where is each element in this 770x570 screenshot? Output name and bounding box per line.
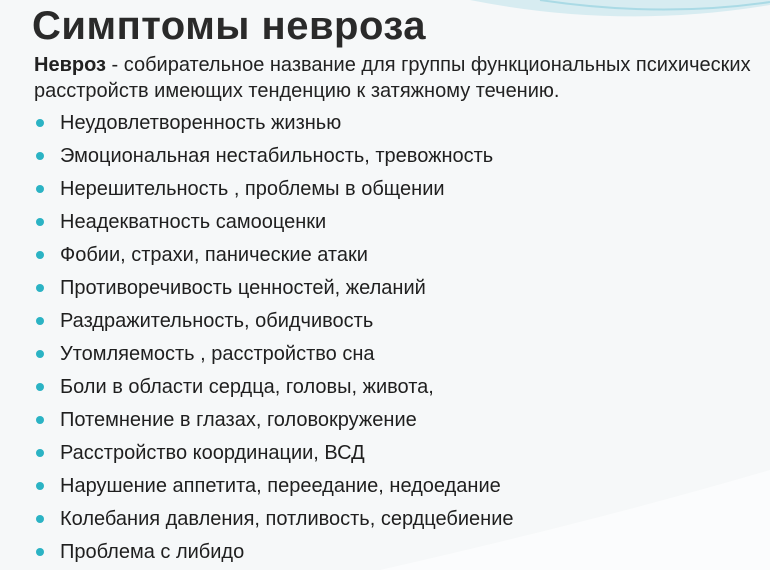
list-item-text: Неудовлетворенность жизнью <box>60 112 342 134</box>
bullet-icon <box>36 152 44 160</box>
bullet-icon <box>36 548 44 556</box>
list-item <box>34 306 514 339</box>
bullet-icon <box>36 251 44 259</box>
page-title: Симптомы невроза <box>32 4 426 48</box>
bullet-icon <box>36 284 44 292</box>
intro-text: - собирательное название для группы функциональных психических расстройств имеющих тенденцию к затяжному течению. <box>34 54 751 102</box>
bullet-icon <box>36 350 44 358</box>
list-item-text: Утомляемость , расстройство сна <box>60 343 375 365</box>
list-item-text: Нарушение аппетита, переедание, недоедание <box>60 475 501 497</box>
bullet-icon <box>36 119 44 127</box>
list-item-text: Потемнение в глазах, головокружение <box>60 409 417 431</box>
list-item-text: Фобии, страхи, панические атаки <box>60 244 368 266</box>
bullet-icon <box>36 449 44 457</box>
list-item-text: Нерешительность , проблемы в общении <box>60 178 445 200</box>
list-item-text: Боли в области сердца, головы, живота, <box>60 376 434 398</box>
list-item-text: Колебания давления, потливость, сердцебиение <box>60 508 514 530</box>
list-item <box>34 240 514 273</box>
list-item <box>34 438 514 471</box>
list-item-text: Неадекватность самооценки <box>60 211 327 233</box>
symptom-list <box>34 108 514 570</box>
list-item-text: Проблема с либидо <box>60 541 245 563</box>
list-item <box>34 471 514 504</box>
list-item <box>34 141 514 174</box>
bullet-icon <box>36 515 44 523</box>
list-item-text: Противоречивость ценностей, желаний <box>60 277 426 299</box>
bullet-icon <box>36 218 44 226</box>
list-item <box>34 372 514 405</box>
bullet-icon <box>36 383 44 391</box>
bullet-icon <box>36 416 44 424</box>
list-item-text: Раздражительность, обидчивость <box>60 310 374 332</box>
list-item <box>34 207 514 240</box>
bullet-icon <box>36 482 44 490</box>
intro-paragraph <box>34 52 764 104</box>
list-item <box>34 273 514 306</box>
intro-term: Невроз <box>34 54 106 76</box>
bullet-icon <box>36 317 44 325</box>
list-item <box>34 174 514 207</box>
list-item <box>34 108 514 141</box>
list-item <box>34 504 514 537</box>
list-item-text: Расстройство координации, ВСД <box>60 442 365 464</box>
list-item <box>34 339 514 372</box>
list-item <box>34 537 514 570</box>
list-item <box>34 405 514 438</box>
list-item-text: Эмоциональная нестабильность, тревожность <box>60 145 494 167</box>
bullet-icon <box>36 185 44 193</box>
